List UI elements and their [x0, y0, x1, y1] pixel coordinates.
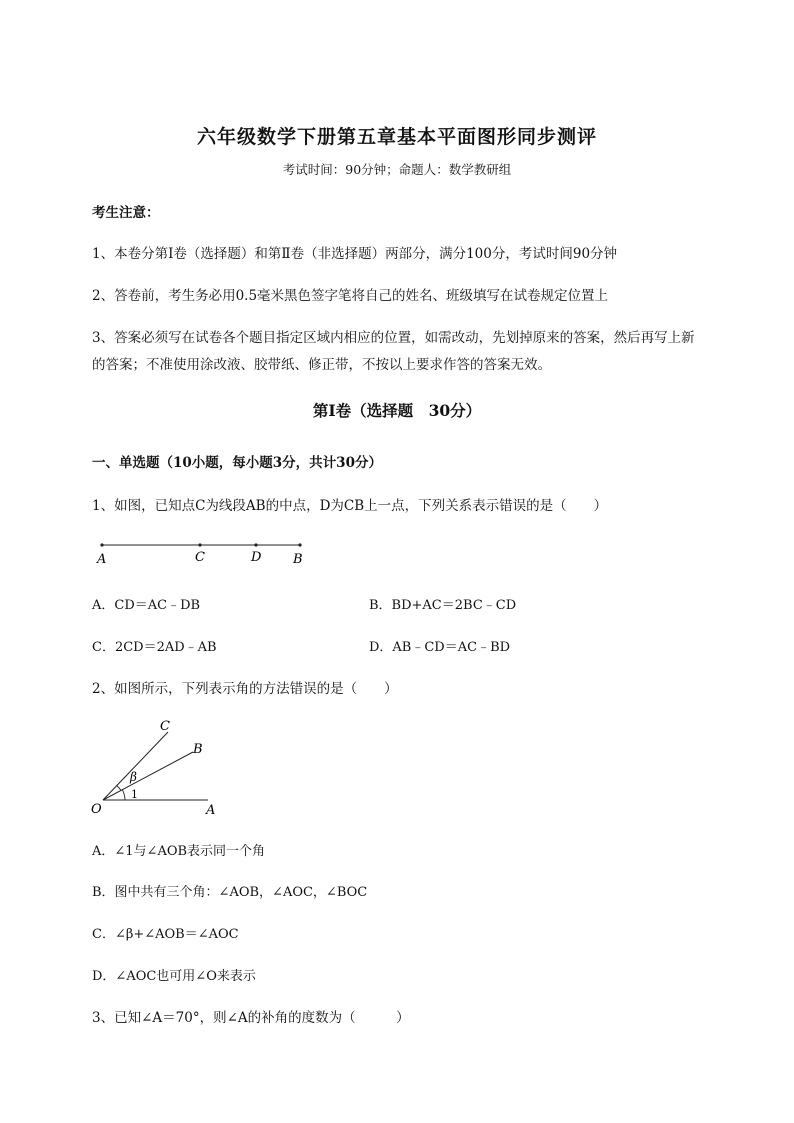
notice-item-3-cont: 的答案；不准使用涂改液、胶带纸、修正带，不按以上要求作答的答案无效。	[92, 357, 551, 373]
label-o: O	[91, 802, 102, 817]
q2-option-c: C．∠β+∠AOB＝∠AOC	[92, 927, 239, 942]
point-c	[198, 543, 201, 546]
q1-option-a: A．CD＝AC﹣DB	[92, 598, 201, 613]
question-3-stem: 3、已知∠A＝70°，则∠A的补角的度数为（ ）	[92, 1010, 410, 1026]
q1-option-d: D．AB﹣CD＝AC﹣BD	[369, 640, 511, 655]
q2-option-a: A．∠1与∠AOB表示同一个角	[92, 844, 266, 859]
segment-figure	[92, 536, 322, 570]
notice-heading: 考生注意：	[92, 205, 160, 221]
ray-ob	[103, 752, 193, 800]
label-a: A	[206, 803, 216, 818]
question-2-stem: 2、如图所示，下列表示角的方法错误的是（ ）	[92, 681, 398, 697]
label-beta: β	[130, 770, 137, 784]
q2-option-b: B．图中共有三个角：∠AOB，∠AOC，∠BOC	[92, 885, 368, 900]
label-c: C	[195, 550, 205, 565]
q2-option-d: D．∠AOC也可用∠O来表示	[92, 969, 256, 984]
label-d: D	[251, 550, 262, 565]
label-b: B	[293, 552, 303, 567]
label-1: 1	[131, 788, 138, 801]
point-a	[100, 543, 103, 546]
point-b	[298, 543, 301, 546]
q1-option-b: B．BD+AC＝2BC﹣CD	[369, 598, 517, 613]
label-c: C	[160, 719, 170, 734]
point-d	[254, 543, 257, 546]
notice-item-2: 2、答卷前，考生务必用0.5毫米黑色签字笔将自己的姓名、班级填写在试卷规定位置上	[92, 288, 609, 304]
notice-item-1: 1、本卷分第Ⅰ卷（选择题）和第Ⅱ卷（非选择题）两部分，满分100分，考试时间90分钟	[92, 246, 618, 262]
question-1-stem: 1、如图，已知点C为线段AB的中点，D为CB上一点，下列关系表示错误的是（ ）	[92, 498, 608, 514]
angle-figure	[86, 712, 226, 822]
part-heading: 一、单选题（10小题，每小题3分，共计30分）	[92, 455, 382, 471]
q1-option-c: C．2CD＝2AD﹣AB	[92, 640, 217, 655]
arc-angle-beta	[117, 786, 121, 791]
label-b: B	[193, 742, 203, 757]
label-a: A	[97, 552, 107, 567]
arc-angle-1	[122, 790, 125, 800]
exam-info: 考试时间：90分钟；命题人：数学教研组	[282, 162, 512, 177]
page-title: 六年级数学下册第五章基本平面图形同步测评	[196, 126, 597, 148]
notice-item-3: 3、答案必须写在试卷各个题目指定区域内相应的位置，如需改动，先划掉原来的答案，然后再写上新	[92, 330, 695, 346]
section-title: 第Ⅰ卷（选择题 30分）	[312, 401, 482, 420]
